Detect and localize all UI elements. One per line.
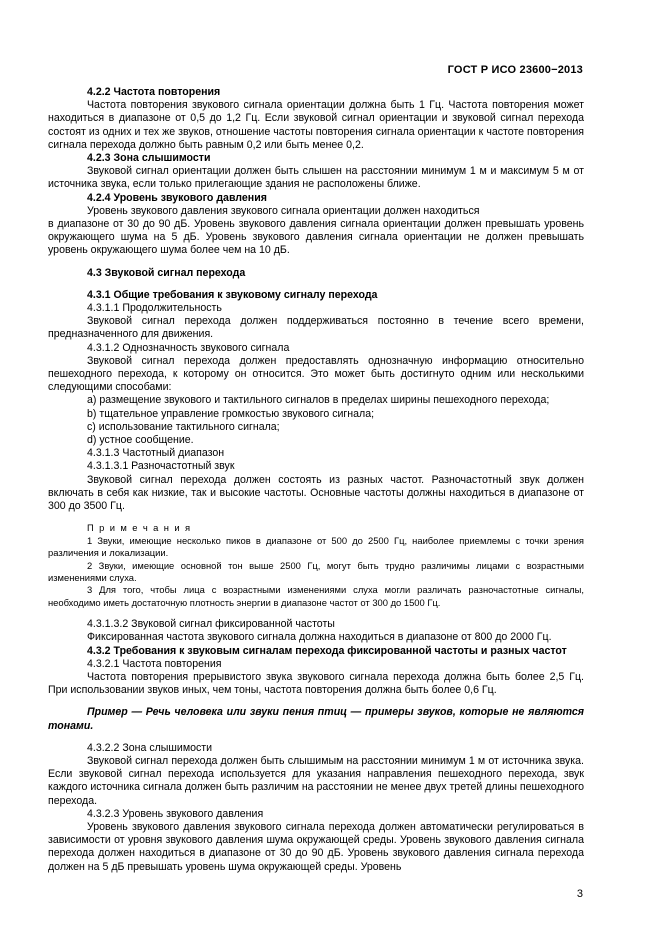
page-number: 3 — [576, 888, 583, 900]
heading-4-3-2: 4.3.2 Требования к звуковым сигналам перехода фиксированной частоты и разных частот — [87, 644, 567, 657]
para: Звуковой сигнал перехода должен поддерживаться постоянно в течение всего времени, предназначенного для движения. — [48, 315, 584, 341]
para: Звуковой сигнал ориентации должен быть слышен на расстоянии минимум 1 м и максимум 5 м от источника звука, если только прилегающие здания не расположены ближе. — [48, 165, 584, 191]
para: Частота повторения звукового сигнала ориентации должна быть 1 Гц. Частота повторения может находиться в диапазоне от 0,5 до 1,2 Гц. Если звуковой сигнал ориентации и звуковой сигнал перехода состоят из одних и тех же звуков, отношение частоты повторения сигнала ориентации к частоте повторения сигнала перехода должно быть равным 0,2 или быть менее 0,2. — [48, 99, 584, 151]
heading-4-2-2: 4.2.2 Частота повторения — [87, 86, 221, 98]
subheading: 4.3.1.3.1 Разночастотный звук — [87, 460, 235, 473]
para: Фиксированная частота звукового сигнала должна находиться в диапазоне от 800 до 2000 Гц. — [87, 631, 552, 644]
heading-4-2-3: 4.2.3 Зона слышимости — [87, 152, 211, 165]
subheading: 4.3.1.1 Продолжительность — [87, 302, 222, 315]
list-item: a) размещение звукового и тактильного сигналов в пределах ширины пешеходного перехода; — [87, 394, 550, 407]
note-title: П р и м е ч а н и я — [87, 522, 192, 534]
para: Частота повторения прерывистого звука звукового сигнала перехода должна быть более 2,5 Гц. При использовании звуков иных, чем тоны, частота повторения должна быть более 0,6 Гц. — [48, 670, 584, 697]
example: Пример — Речь человека или звуки пения птиц — примеры звуков, которые не являются тонами. — [48, 706, 584, 732]
list-item: b) тщательное управление громкостью звукового сигнала; — [87, 407, 375, 420]
list-item: c) использование тактильного сигнала; — [87, 420, 280, 433]
heading-4-3-1: 4.3.1 Общие требования к звуковому сигналу перехода — [87, 288, 378, 301]
heading-4-2-4: 4.2.4 Уровень звукового давления — [87, 191, 267, 204]
note-item: 1 Звуки, имеющие несколько пиков в диапазоне от 500 до 2500 Гц, наиболее приемлемы с точки зрения различения и локализации. — [48, 534, 584, 559]
subheading: 4.3.2.2 Зона слышимости — [87, 741, 213, 754]
para: Уровень звукового давления звукового сигнала ориентации должен находиться — [87, 204, 480, 217]
para: Звуковой сигнал перехода должен быть слышимым на расстоянии минимум 1 м от источника звука. Если звуковой сигнал перехода используется для указания направления пешеходного перехода, звук каждого источника сигнала должен быть различим на расстоянии не менее двух третей длины пешеходного перехода. — [48, 754, 584, 807]
document-body — [48, 86, 584, 874]
para: в диапазоне от 30 до 90 дБ. Уровень звукового давления сигнала ориентации должен превышать уровень окружающего шума на 5 дБ. Уровень звукового давления сигнала ориентации не должен превышать уровень окружающего шума более чем на 10 дБ. — [48, 218, 584, 257]
para: Звуковой сигнал перехода должен состоять из разных частот. Разночастотный звук должен включать в себя как низкие, так и высокие частоты. Основные частоты должны находиться в диапазоне от 300 до 3500 Гц. — [48, 473, 584, 513]
note-item: 2 Звуки, имеющие основной тон выше 2500 Гц, могут быть трудно различимы лицами с возрастными изменениями слуха. — [48, 559, 584, 583]
subheading: 4.3.1.2 Однозначность звукового сигнала — [87, 341, 290, 354]
list-item: d) устное сообщение. — [87, 434, 194, 447]
note-item: 3 Для того, чтобы лица с возрастными изменениями слуха могли различать разночастотные сигналы, необходимо иметь достаточную плотность энергии в диапазоне частот от 300 до 1500 Гц. — [48, 584, 584, 608]
standard-header: ГОСТ Р ИСО 23600−2013 — [447, 64, 583, 76]
subheading: 4.3.2.1 Частота повторения — [87, 657, 222, 670]
para: Уровень звукового давления звукового сигнала перехода должен автоматически регулироваться в зависимости от уровня звукового давления шума окружающей среды. Уровень звукового давления сигнала перехода должен находиться в диапазоне от 30 до 90 дБ. Уровень звукового давления сигнала перехода должен на 5 дБ превышать уровень шума окружающей среды. Уровень — [48, 820, 584, 873]
subheading: 4.3.2.3 Уровень звукового давления — [87, 807, 264, 820]
subheading: 4.3.1.3 Частотный диапазон — [87, 447, 225, 460]
para: Звуковой сигнал перехода должен предоставлять однозначную информацию относительно пешеходного перехода, к которому он относится. Это может быть достигнуто одним или несколькими следующими способами: — [48, 354, 584, 394]
subheading: 4.3.1.3.2 Звуковой сигнал фиксированной частоты — [87, 618, 335, 631]
heading-4-3: 4.3 Звуковой сигнал перехода — [87, 266, 246, 279]
